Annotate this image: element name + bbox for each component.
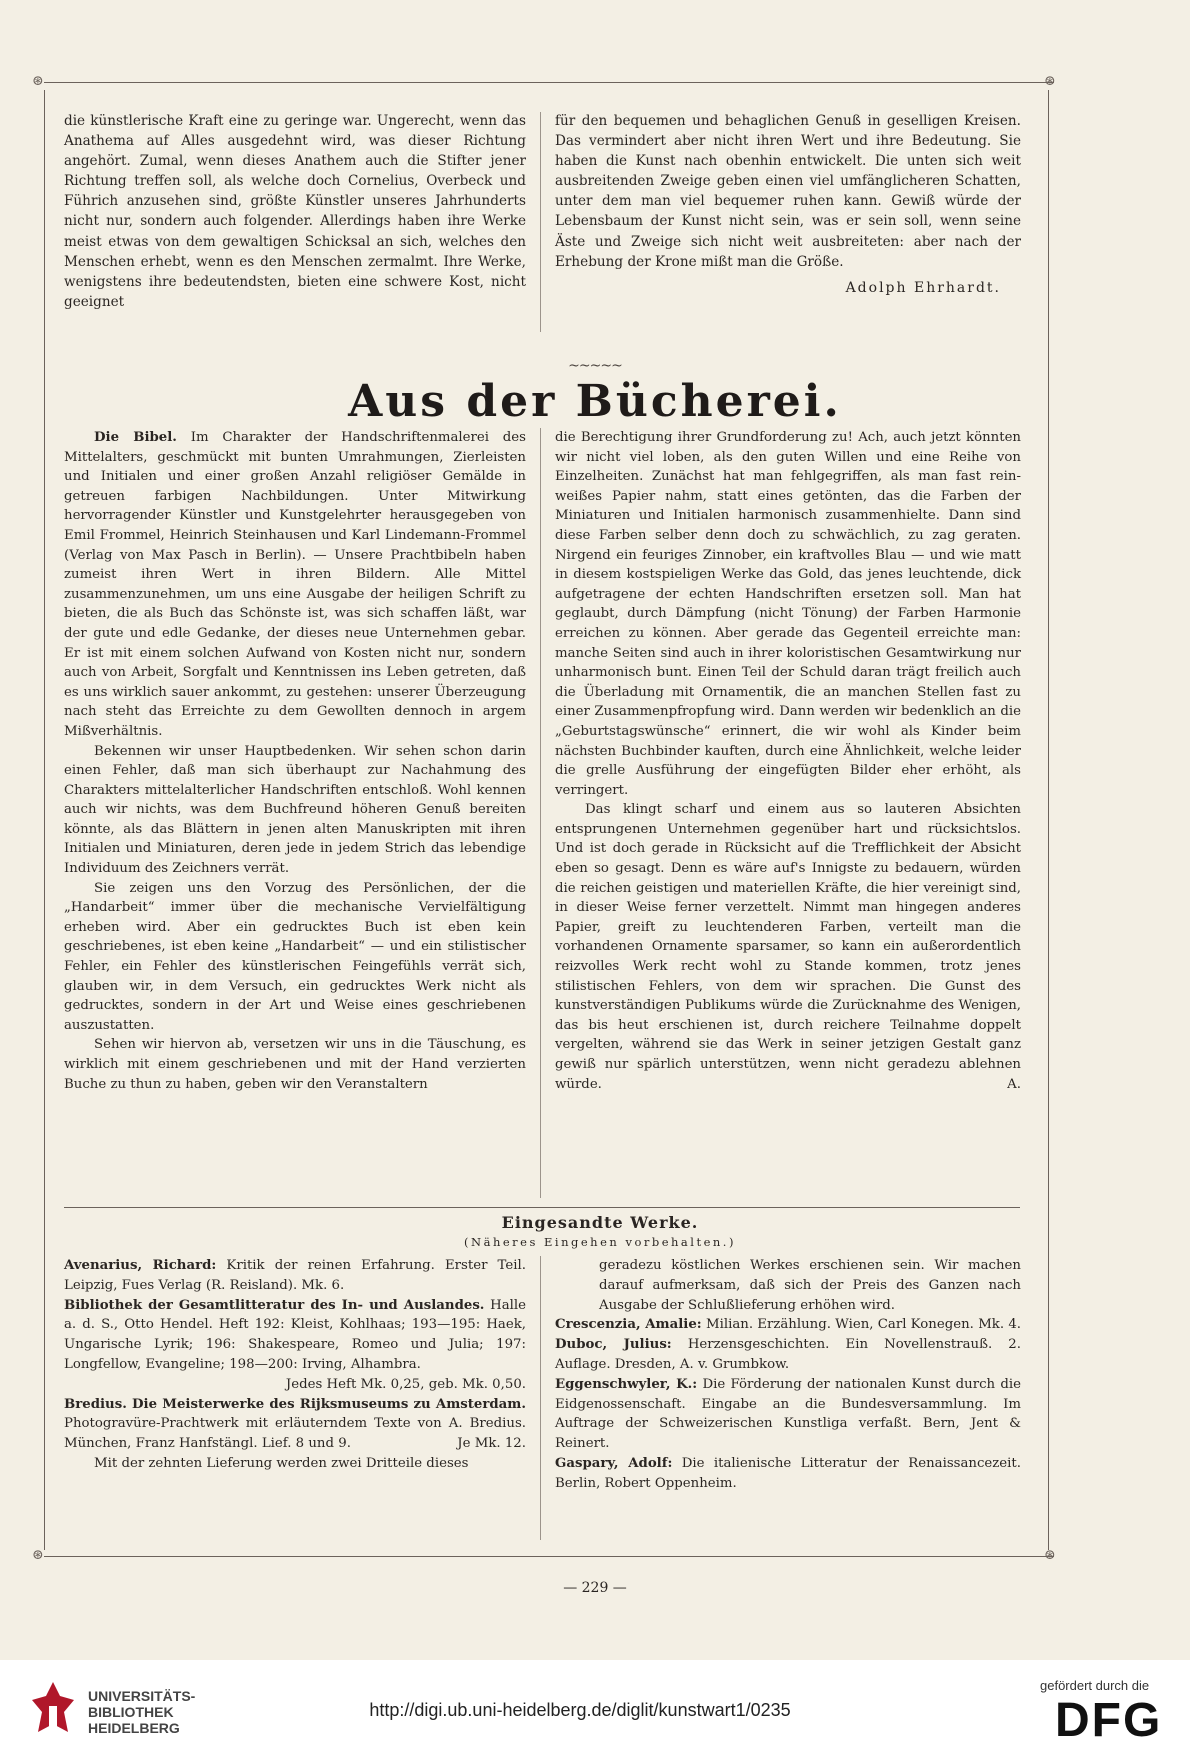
bible-review-signature: A. [1007,1076,1021,1092]
book-entry-price: Mk. 4. [978,1317,1021,1333]
bible-review-lead: Die Bibel. [94,430,177,445]
book-entry-text: Die Förderung der nationalen Kunst durch die Eidgenossenschaft. Eingabe an die Bundesversammlung. Im Auftrage der Schweizerischen Kunstliga verfaßt. Bern, Jent & Reinert. [555,1376,1021,1452]
bible-review-paragraph-4: Sehen wir hiervon ab, versetzen wir uns in die Täuschung, es wirklich mit einem geschriebenen und mit der Hand verzierten Buche zu thun zu haben, geben wir den Veranstaltern [64,1037,526,1092]
book-entry-text: Halle a. d. S., Otto Hendel. Heft 192: Kleist, Kohlhaas; 193—195: Haek, Ungarische Lyrik; 196: Shakespeare, Romeo und Julia; 197: Longfellow, Evangeline; 198—200: Irving, Alhambra. [64,1297,527,1372]
frame-left-line [44,90,45,1550]
dfg-logo: DFG [1055,1694,1163,1747]
book-entry-text: Photogravüre-Prachtwerk mit erläuterndem Texte von A. Bredius. München, Franz Hanfstängl. Lief. 8 und 9. [64,1416,526,1452]
bible-review-text-6: Das klingt scharf und einem aus so lauteren Absichten entsprungenen Unternehmen gegenüber hart und rücksichtslos. Und ist doch gerade in Rücksicht auf die Trefflichkeit der Absicht eben so gesagt. Denn es wäre auf's Innigste zu bedauern, würden die reichen geistigen und materiellen Kräfte, die hier vereinigt sind, in dieser Weise ferner verzettelt. Nimmt man hingegen anderes Papier, greift zu leuchtenderen Farben, verteilt man die vorhandenen Ornamente sparsamer, so kann ein außerordentlich reizvolles Werk recht wohl zu Stande kommen, trotz jenes stilistischen Fehlers, von dem wir sprachen. Die Gunst des kunstverständigen Publikums würde die Zurücknahme des Wenigen, das bis heut erschienen ist, durch reichere Teilnahme doppelt vergelten, während sie das Werk in seiner jetzigen Gestalt ganz gewiß nur spärlich unterstützen, wenn nicht geradezu ablehnen würde. [555,802,1021,1092]
buecherei-left-column [64,428,526,1094]
source-url-link[interactable]: http://digi.ub.uni-heidelberg.de/diglit/kunstwart1/0235 [369,1700,791,1720]
bible-review-paragraph-5: die Berechtigung ihrer Grundforderung zu! Ach, auch jetzt könnten wir nicht viel loben, als den guten Willen und eine Reihe von Einzelheiten. Zunächst hat man fehlgegriffen, als man fast rein-weißes Papier nahm, statt eines getönten, das die Farben der Miniaturen und Initialen harmonisch zusammenhielte. Dann sind diese Farben selber denn doch zu schwächlich, zu zag geraten. Nirgend ein feuriges Zinnober, ein kraftvolles Blau — und wie matt in diesem kostspieligen Werke das Gold, das jenes leuchtende, dick aufgetragene der echten Handschriften ersetzen soll. Man hat geglaubt, durch Dämpfung (nicht Tönung) der Farben Harmonie erreichen zu können. Aber gerade das Gegenteil erreichte man: manche Seiten sind auch in ihrer koloristischen Gesamtwirkung nur unharmonisch bunt. Einen Teil der Schuld daran trägt freilich auch die Überladung mit Ornamentik, die an manchen Stellen fast zu einer Zusammenpfropfung wird. Dann werden wir bedenklich an die „Geburtstagswünsche“ erinnert, die wir wohl als Kinder beim nächsten Buchbinder kauften, durch eine Ähnlichkeit, welche leider die grelle Ausführung der eingefügten Bilder eher erhöht, als verringert. [555,430,1021,798]
eingesandt-column-divider [540,1256,541,1540]
bible-review-paragraph-3: Sie zeigen uns den Vorzug des Persönlichen, der die „Handarbeit“ immer über die mechanische Vervielfältigung erheben wird. Aber ein gedrucktes Buch ist eben kein geschriebenes, ist eben keine „Handarbeit“ — und ein stilistischer Fehler, ein Fehler des künstlerischen Feingefühls verrät sich, glauben wir, in dem Versuch, ein gedrucktes Werk nicht als gedrucktes, sondern in der Art und Weise eines geschriebenen auszustatten. [64,880,526,1033]
book-entry-note: Mit der zehnten Lieferung werden zwei Dritteile dieses [94,1455,469,1471]
frame-top-line [44,82,1054,83]
eingesandt-subtitle: (Näheres Eingehen vorbehalten.) [464,1235,736,1249]
book-entry-text: Kritik der reinen Erfahrung. Erster Teil. Leipzig, Fues Verlag (R. Reisland). Mk. 6. [64,1258,526,1293]
frame-ornament-bottom-right: ⊛ [1044,1547,1056,1563]
book-entry-name: Duboc, Julius: [555,1337,672,1353]
book-entry-continuation [555,1256,1021,1315]
frame-right-line [1048,90,1049,1550]
heidelberg-logo-icon [30,1680,76,1740]
frame-ornament-bottom-left: ⊛ [32,1547,44,1563]
eingesandt-title: Eingesandte Werke. [501,1213,699,1232]
book-entry-text: Die italienische Litteratur der Renaissancezeit. Berlin, Robert Oppenheim. [555,1455,1021,1491]
university-library-name [88,1688,195,1736]
book-entry-text: Milian. Erzählung. Wien, Carl Konegen. [705,1317,974,1333]
book-entry-name: Bibliothek der Gesamtlitteratur des In- und Auslandes. [64,1297,485,1313]
book-entry-name: Eggenschwyler, K.: [555,1376,698,1392]
book-entry-name: Crescenzia, Amalie: [555,1317,702,1333]
book-entry-avenarius [64,1256,526,1296]
frame-ornament-top-left: ⊛ [32,73,44,89]
uni-line: BIBLIOTHEK [88,1704,174,1720]
funded-by-label: gefördert durch die [1040,1678,1150,1693]
book-entry-eggenschwyler [555,1375,1021,1454]
bible-review-paragraph-1 [64,428,526,742]
eingesandt-right-column [555,1256,1021,1494]
page-number: — 229 — [563,1580,627,1596]
buecherei-right-column [555,428,1021,1094]
eingesandt-left-column [64,1256,526,1474]
top-left-column [64,111,526,312]
essay-signature: Adolph Ehrhardt. [845,279,1001,296]
bible-review-paragraph-2: Bekennen wir unser Hauptbedenken. Wir sehen schon darin einen Fehler, daß man sich überhaupt zur Nachahmung des Charakters mittelalterlicher Handschriften entschloß. Wohl kennen auch wir nichts, was dem Buchfreund höheren Genuß bereiten könnte, als das Blättern in jenen alten Manuskripten mit ihren Initialen und Miniaturen, deren jede in jedem Strich das lebendige Individuum des Zeichners verrät. [64,743,526,877]
book-entry-duboc [555,1335,1021,1375]
eingesandt-top-rule [64,1207,1020,1208]
book-entry-price: Je Mk. 12. [457,1436,526,1452]
buecherei-column-divider [540,428,541,1198]
uni-line: HEIDELBERG [88,1720,180,1736]
uni-line: UNIVERSITÄTS- [88,1688,196,1704]
book-entry-gaspary [555,1454,1021,1494]
frame-bottom-line [44,1556,1054,1557]
top-right-column [555,111,1021,298]
digitization-footer [0,1660,1190,1757]
book-entry-bibliothek [64,1296,526,1375]
top-left-text: die künstlerische Kraft eine zu geringe war. Ungerecht, wenn das Anathema auf Alles ausgedehnt wird, was dieser Richtung angehört. Zumal, wenn dieses Anathem auch die Stifter jener Richtung treffen soll, als welche doch Cornelius, Overbeck und Führich anzusehen sind, größte Künstler unseres Jahrhunderts nicht nur, sondern auch folgender. Allerdings haben ihre Werke meist etwas von dem gewaltigen Schicksal an sich, welches den Menschen erhebt, wenn es den Menschen zermalmt. Ihre Werke, wenigstens ihre bedeutendsten, bieten eine schwere Kost, nicht geeignet [64,113,526,310]
top-right-text: für den bequemen und behaglichen Genuß in geselligen Kreisen. Das vermindert aber nicht ihren Wert und ihre Bedeutung. Sie haben die Kunst nach obenhin entwickelt. Die unten sich weit ausbreitenden Zweige geben einen viel umfänglicheren Schatten, unter dem man viel bequemer ruhen kann. Gewiß würde der Lebensbaum der Kunst nicht sein, was er sein soll, wenn seine Äste und Zweige sich nicht weit ausbreiteten: aber nach der Erhebung der Krone mißt man die Größe. [555,113,1021,270]
book-entry-text: geradezu köstlichen Werkes erschienen sein. Wir machen darauf aufmerksam, daß sich der Preis des Ganzen nach Ausgabe der Schlußlieferung erhöhen wird. [599,1258,1021,1313]
top-column-divider [540,112,541,332]
section-title-buecherei: Aus der Bücherei. [348,376,842,427]
wavy-separator: ~~~~~ [568,358,622,374]
book-entry-name: Gaspary, Adolf: [555,1455,673,1471]
book-entry-text: Herzensgeschichten. Ein Novellenstrauß. 2. Auflage. Dresden, A. v. Grumbkow. [555,1337,1021,1372]
book-entry-name: Avenarius, Richard: [64,1258,217,1273]
frame-ornament-top-right: ⊛ [1044,73,1056,89]
book-entry-bredius [64,1395,526,1454]
bible-review-text-1: Im Charakter der Handschriftenmalerei des Mittelalters, geschmückt mit bunten Umrahmungen, Zierleisten und Initialen und einer großen Anzahl religiöser Gemälde in getreuen farbigen Nachbildungen. Unter Mitwirkung hervorragender Künstler und Kunstgelehrter herausgegeben von Emil Frommel, Heinrich Steinhausen und Karl Lindemann-Frommel (Verlag von Max Pasch in Berlin). — Unsere Prachtbibeln haben zumeist ihren Wert in ihren Bildern. Alle Mittel zusammenzunehmen, um uns eine Ausgabe der heiligen Schrift zu bieten, die als Buch das Schönste ist, was sich schaffen läßt, war der gute und edle Gedanke, der dieses neue Unternehmen gebar. Er ist mit einem solchen Aufwand von Kosten nicht nur, sondern auch von Arbeit, Sorgfalt und Kenntnissen ins Leben getreten, daß es uns wirklich sauer ankommt, zu gestehen: unserer Überzeugung nach steht das Erreichte zu dem Gewollten dennoch in argem Mißverhältnis. [64,430,526,739]
bible-review-paragraph-6 [555,800,1021,1094]
book-entry-name: Bredius. Die Meisterwerke des Rijksmuseums zu Amsterdam. [64,1396,526,1412]
book-entry-crescenzia [555,1315,1021,1335]
book-entry-price: Jedes Heft Mk. 0,25, geb. Mk. 0,50. [285,1376,526,1392]
